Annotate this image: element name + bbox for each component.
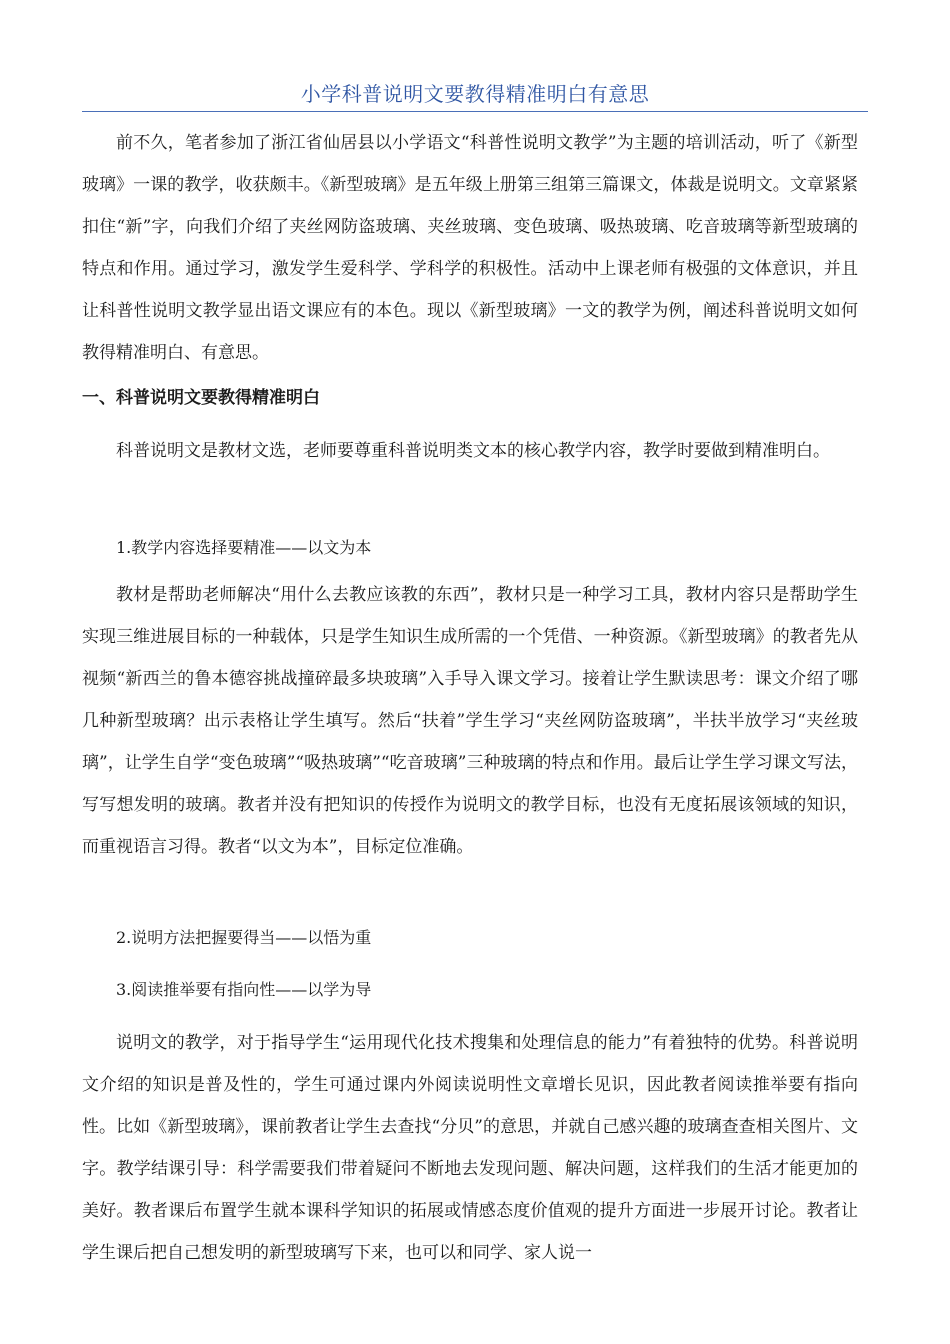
section-1-paragraph: 科普说明文是教材文选，老师要尊重科普说明类文本的核心教学内容，教学时要做到精准明白。 [116, 441, 830, 461]
subsection-heading-1: 1.教学内容选择要精准——以文为本 [116, 538, 372, 557]
subsection-heading-3: 3.阅读推举要有指向性——以学为导 [116, 980, 372, 999]
subsection-1-paragraph: 教材是帮助老师解决“用什么去教应该教的东西”，教材只是一种学习工具，教材内容只是帮助学生实现三维进展目标的一种载体，只是学生知识生成所需的一个凭借、一种资源。《新型玻璃》的教者先从视频“新西兰的鲁本德容挑战撞碎最多块玻璃”入手导入课文学习。接着让学生默读思考：课文介绍了哪几种新型玻璃？出示表格让学生填写。然后“扶着”学生学习“夹丝网防盗玻璃”，半扶半放学习“夹丝玻璃”，让学生自学“变色玻璃”“吸热玻璃”“吃音玻璃”三种玻璃的特点和作用。最后让学生学习课文写法，写写想发明的玻璃。教者并没有把知识的传授作为说明文的教学目标，也没有无度拓展该领域的知识，而重视语言习得。教者“以文为本”，目标定位准确。 [82, 585, 858, 857]
subsection-3-paragraph: 说明文的教学，对于指导学生“运用现代化技术搜集和处理信息的能力”有着独特的优势。科普说明文介绍的知识是普及性的，学生可通过课内外阅读说明性文章增长见识，因此教者阅读推举要有指向性。比如《新型玻璃》，课前教者让学生去查找“分贝”的意思，并就自己感兴趣的玻璃查查相关图片、文字。教学结课引导：科学需要我们带着疑问不断地去发现问题、解决问题，这样我们的生活才能更加的美好。教者课后布置学生就本课科学知识的拓展或情感态度价值观的提升方面进一步展开讨论。教者让学生课后把自己想发明的新型玻璃写下来，也可以和同学、家人说一 [82, 1033, 858, 1263]
title-underline [82, 111, 868, 112]
section-heading-1: 一、科普说明文要教得精准明白 [82, 388, 320, 408]
intro-paragraph: 前不久，笔者参加了浙江省仙居县以小学语文“科普性说明文教学”为主题的培训活动，听了《新型玻璃》一课的教学，收获颇丰。《新型玻璃》是五年级上册第三组第三篇课文，体裁是说明文。文章紧紧扣住“新”字，向我们介绍了夹丝网防盗玻璃、夹丝玻璃、变色玻璃、吸热玻璃、吃音玻璃等新型玻璃的特点和作用。通过学习，激发学生爱科学、学科学的积极性。活动中上课老师有极强的文体意识，并且让科普性说明文教学显出语文课应有的本色。现以《新型玻璃》一文的教学为例，阐述科普说明文如何教得精准明白、有意思。 [82, 133, 858, 363]
subsection-heading-2: 2.说明方法把握要得当——以悟为重 [116, 928, 372, 947]
page-title: 小学科普说明文要教得精准明白有意思 [300, 82, 650, 106]
